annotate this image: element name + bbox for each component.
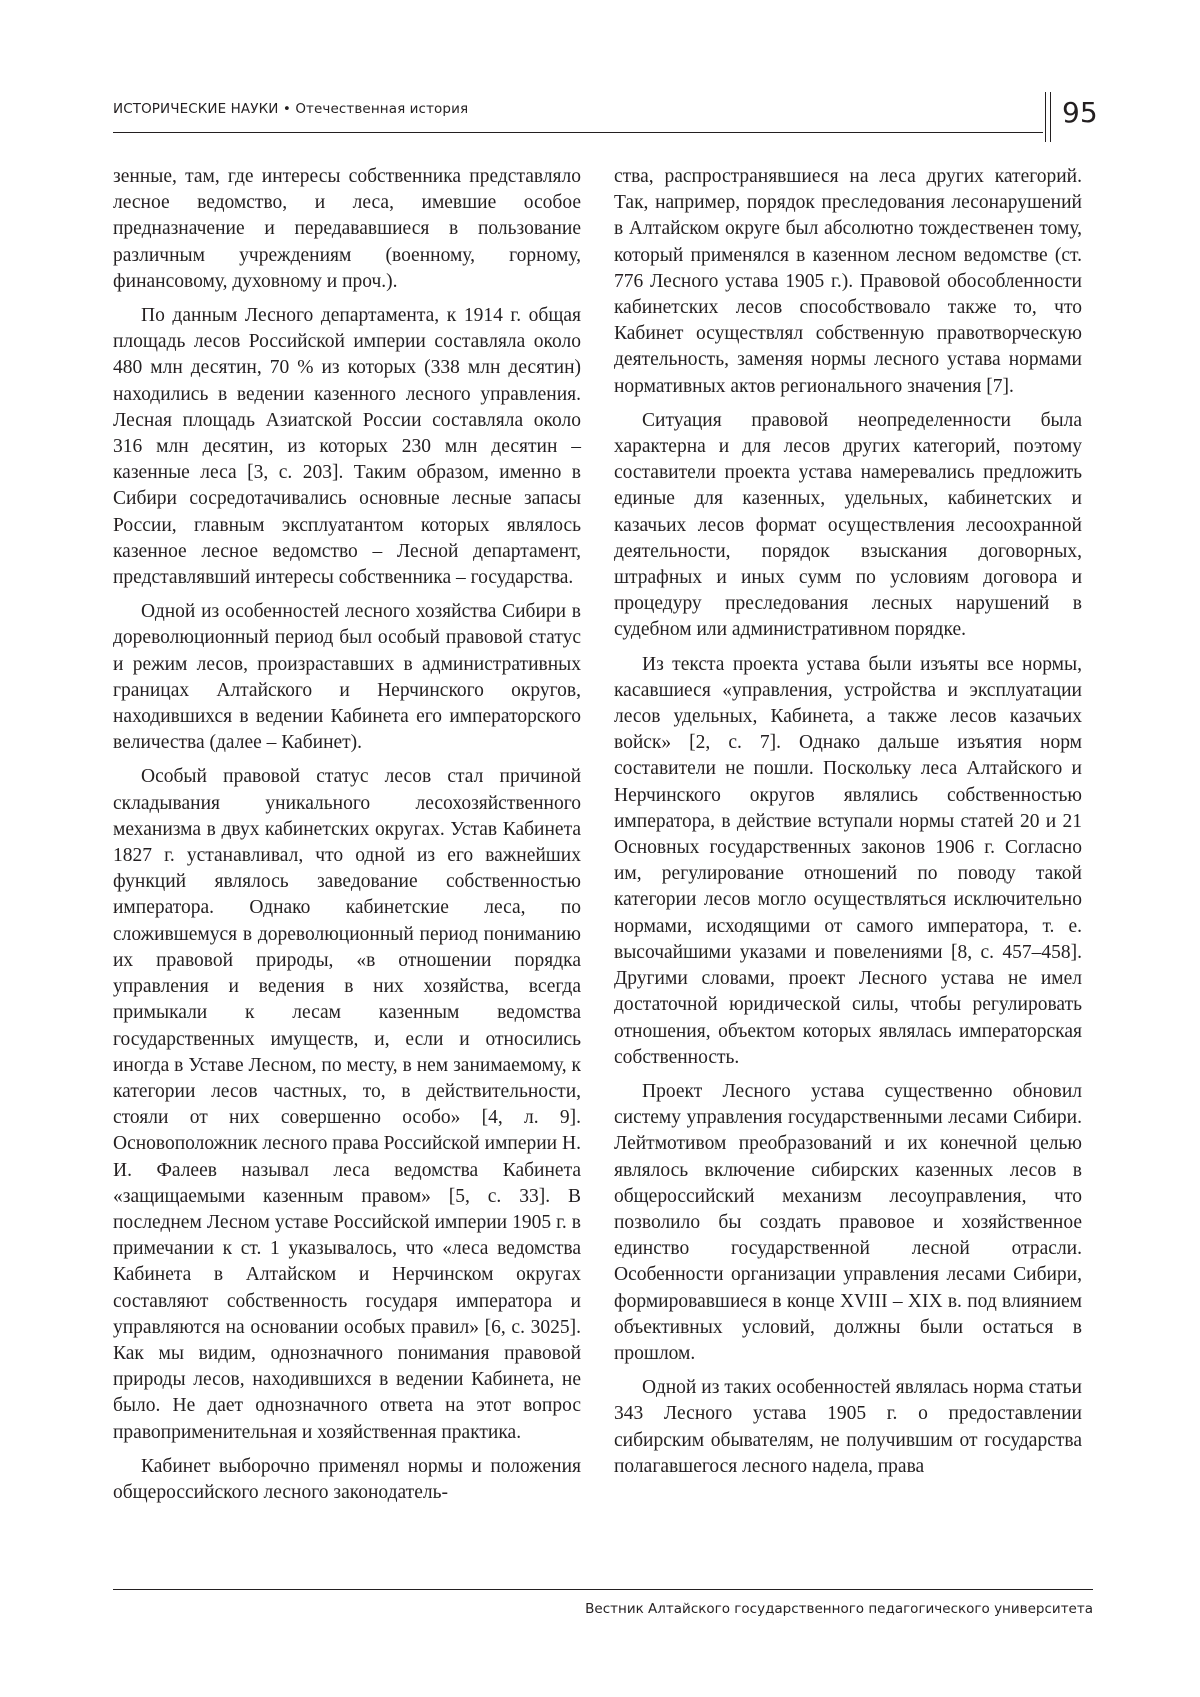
header-text [113,101,468,117]
paragraph: Кабинет выборочно применял нормы и положения общероссийского лесного законодатель- [113,1455,581,1503]
footer-journal-title: Вестник Алтайского государственного педагогического университета [585,1601,1093,1617]
paragraph: ства, распространявшиеся на леса других категорий. Так, например, порядок преследования лесонарушений в Алтайском округе был абсолютно тождественен тому, который применялся в казенном лесном ведомстве (ст. 776 Лесного устава 1905 г.). Правовой обособленности кабинетских лесов способствовало также то, что Кабинет осуществлял собственную правотворческую деятельность, заменяя нормы лесного устава нормами нормативных актов регионального значения [7]. [614,166,1082,397]
right-column [614,164,1082,1488]
paragraph: Одной из таких особенностей являлась норма статьи 343 Лесного устава 1905 г. о предоставлении сибирским обывателям, не получившим от государства полагавшегося лесного надела, права [614,1377,1082,1477]
left-column [113,164,581,1514]
footer-rule [113,1589,1093,1590]
running-header [113,101,1043,135]
header-section: ИСТОРИЧЕСКИЕ НАУКИ [113,101,279,117]
page-number-bar-left [1045,92,1046,142]
paragraph: зенные, там, где интересы собственника представляло лесное ведомство, и леса, имевшие особое предназначение и передававшиеся в пользование различным учреждениям (военному, горному, финансовому, духовному и проч.). [113,166,581,292]
paragraph: Особый правовой статус лесов стал причиной складывания уникального лесохозяйственного механизма в двух кабинетских округах. Устав Кабинета 1827 г. устанавливал, что одной из его важнейших функций являлось заведование собственностью императора. Однако кабинетские леса, по сложившемуся в дореволюционный период пониманию их правовой природы, «в отношении порядка управления и ведения в них хозяйства, всегда примыкали к лесам казенным ведомства государственных имуществ, и, если и относились иногда в Уставе Лесном, по месту, в нем занимаемому, к категории лесов частных, то, в действительности, стояли от них совершенно особо» [4, л. 9]. Основоположник лесного права Российской империи Н. И. Фалеев называл леса ведомства Кабинета «защищаемыми казенным правом» [5, с. 33]. В последнем Лесном уставе Российской империи 1905 г. в примечании к ст. 1 указывалось, что «леса ведомства Кабинета в Алтайском и Нерчинском округах составляют собственность государя императора и управляются на основании особых правил» [6, с. 3025]. Как мы видим, однозначного понимания правовой природы лесов, находившихся в ведении Кабинета, не было. Не дает однозначного ответа на этот вопрос правоприменительная и хозяйственная практика. [113,766,581,1443]
header-rule [113,132,1043,133]
paragraph: Ситуация правовой неопределенности была характерна и для лесов других категорий, поэтому составители проекта устава намеревались предложить единые для казенных, удельных, кабинетских и казачьих лесов формат осуществления лесоохранной деятельности, порядок взыскания договорных, штрафных и иных сумм по условиям договора и процедуру преследования лесных нарушений в судебном или административном порядке. [614,409,1082,641]
paragraph: Проект Лесного устава существенно обновил систему управления государственными лесами Сибири. Лейтмотивом преобразований и их конечной целью являлось включение сибирских казенных лесов в общероссийский механизм лесоуправления, что позволило бы создать правовое и хозяйственное единство государственной лесной отрасли. Особенности организации управления лесами Сибири, формировавшиеся в конце XVIII – XIX в. под влиянием объективных условий, должны были остаться в прошлом. [614,1080,1082,1364]
paragraph: По данным Лесного департамента, к 1914 г. общая площадь лесов Российской империи составляла около 480 млн десятин, 70 % из которых (338 млн десятин) находились в ведении казенного лесного управления. Лесная площадь Азиатской России составляла около 316 млн десятин, из которых 230 млн десятин – казенные леса [3, с. 203]. Таким образом, именно в Сибири сосредотачивались основные лесные запасы России, главным эксплуатантом которых являлось казенное лесное ведомство – Лесной департамент, представлявший интересы собственника – государства. [113,305,581,589]
page-number: 95 [1062,96,1098,129]
page-number-bar-right [1050,92,1051,142]
paragraph: Одной из особенностей лесного хозяйства Сибири в дореволюционный период был особый правовой статус и режим лесов, произраставших в административных границах Алтайского и Нерчинского округов, находившихся в ведении Кабинета его императорского величества (далее – Кабинет). [113,601,581,754]
header-separator: • [278,101,296,117]
header-subsection: Отечественная история [295,101,469,117]
paragraph: Из текста проекта устава были изъяты все нормы, касавшиеся «управления, устройства и эксплуатации лесов удельных, Кабинета, а также лесов казачьих войск» [2, с. 7]. Однако дальше изъятия норм составители не пошли. Поскольку леса Алтайского и Нерчинского округов являлись собственностью императора, в действие вступали нормы статей 20 и 21 Основных государственных законов 1906 г. Согласно им, регулирование отношений по поводу такой категории лесов могло осуществляться исключительно нормами, исходящими от самого императора, т. е. высочайшими указами и повелениями [8, с. 457–458]. Другими словами, проект Лесного устава не имел достаточной юридической силы, чтобы регулировать отношения, объектом которых являлась императорская собственность. [614,653,1082,1068]
